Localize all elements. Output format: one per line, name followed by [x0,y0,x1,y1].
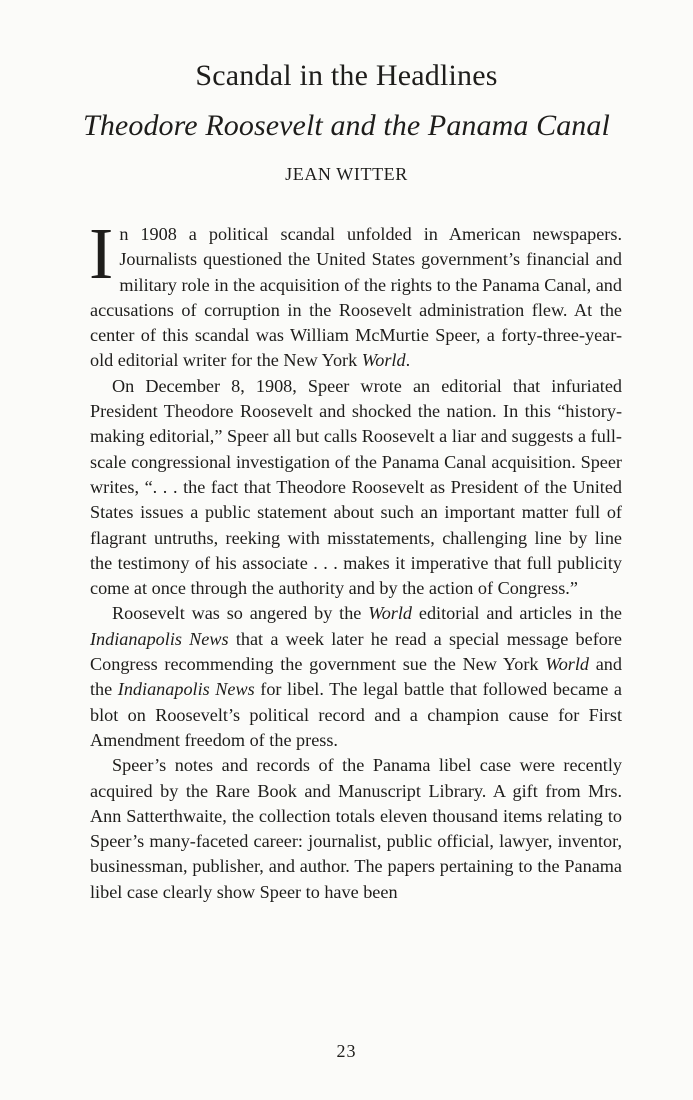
page-number: 23 [336,1041,357,1061]
paragraph-4: Speer’s notes and records of the Panama libel case were recently acquired by the Rare Book and Manuscript Library. A gift from Mrs. Ann Satterthwaite, the collection totals eleven thousand items relating to Speer’s many-faceted career: journalist, public official, lawyer, inventor, businessman, publisher, and author. The papers pertaining to the Panama libel case clearly show Speer to have been [90,755,622,902]
paragraph-3-text-c: that a week later he read a special message before Congress recommending the government sue the New York [90,628,622,675]
paragraph-3-text-d: and the [90,654,622,700]
paragraph-3 [90,601,622,753]
paragraph-1-text: n 1908 a political scandal unfolded in American newspapers. Journalists questioned the United States government’s financial and military role in the acquisition of the rights to the Panama Canal, and accusations of corruption in the Roosevelt administration flew. At the center of this scandal was William McMurtie Speer, a forty-three-year-old editorial writer for the New York [90,224,622,371]
paragraph-3-text-b: editorial and articles in the [412,603,622,624]
article-subtitle: Theodore Roosevelt and the Panama Canal [83,109,610,142]
paragraph-1-end: . [405,350,411,371]
paragraph-3-text-a: Roosevelt was so angered by the [112,603,369,624]
author-name: JEAN WITTER [285,164,408,184]
publication-name: World [368,603,413,624]
paragraph-2: On December 8, 1908, Speer wrote an editorial that infuriated President Theodore Roosevelt and shocked the nation. In this “history-making editorial,” Speer all but calls Roosevelt a liar and suggests a full-scale congressional investigation of the Panama Canal acquisition. Speer writes, “. . . the fact that Theodore Roosevelt as President of the United States issues a public statement about such an important matter full of flagrant untruths, reeking with misstatements, challenging line by line the testimony of his associate . . . makes it imperative that full publicity come at once through the authority and by the action of Congress.” [90,375,622,599]
article-body [89,213,622,905]
paragraph-3-text-e: for libel. The legal battle that followed became a blot on Roosevelt’s political record and a champion cause for First Amendment freedom of the press. [90,679,622,750]
article-title: Scandal in the Headlines [195,59,498,92]
publication-name: World [545,654,590,675]
publication-name: Indianapolis News [117,679,255,700]
publication-name: Indianapolis News [90,628,229,649]
publication-name: World [361,350,406,371]
drop-cap: I [89,213,114,294]
paragraph-1 [89,213,622,374]
